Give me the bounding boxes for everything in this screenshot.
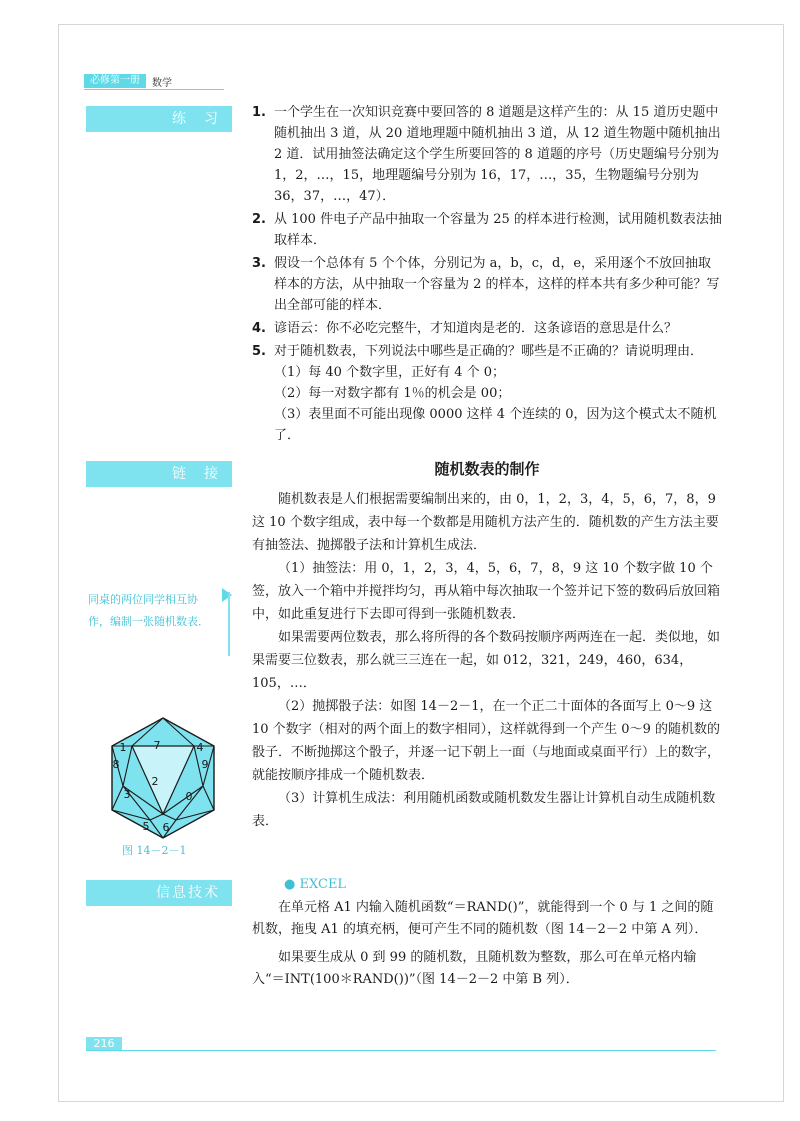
excel-heading: ● EXCEL xyxy=(284,877,347,892)
note-bracket xyxy=(220,592,230,656)
paragraph: （1）抽签法：用 0，1，2，3，4，5，6，7，8，9 这 10 个数字做 10 个签，放入一个箱中并搅拌均匀，再从箱中每次抽取一个签并记下签的数码后放回箱中，如此重复进行下去即可得到一张随机数表． xyxy=(252,561,721,622)
page-number: 216 xyxy=(86,1037,122,1051)
face-digit: 4 xyxy=(196,741,204,754)
paragraph: 在单元格 A1 内输入随机函数“＝RAND()”，就能得到一个 0 与 1 之间的随机数，拖曳 A1 的填充柄，便可产生不同的随机数（图 14－2－2 中第 A 列）． xyxy=(252,900,714,937)
face-digit: 5 xyxy=(142,820,150,833)
paragraph: 如果要生成从 0 到 99 的随机数，且随机数为整数，那么可在单元格内输入“＝INT(100＊RAND())”（图 14－2－2 中第 B 列）． xyxy=(252,950,697,987)
header-tag xyxy=(84,74,172,88)
link-title: 随机数表的制作 xyxy=(434,460,540,478)
practice-heading: 练 习 xyxy=(86,106,232,132)
face-digit: 3 xyxy=(123,788,131,801)
face-digit: 6 xyxy=(162,821,170,834)
exercise-item: 3. 假设一个总体有 5 个个体，分别记为 a，b，c，d，e，采用逐个不放回抽取样本的方法，从中抽取一个容量为 2 的样本，这样的样本共有多少种可能？写出全部可能的样本． xyxy=(252,256,720,313)
exercise-item: 2. 从 100 件电子产品中抽取一个容量为 25 的样本进行检测，试用随机数表法抽取样本． xyxy=(252,212,722,248)
header-rule xyxy=(84,89,224,90)
face-digit: 2 xyxy=(151,775,159,788)
paragraph: 如果需要两位数表，那么将所得的各个数码按顺序两两连在一起．类似地，如果需要三位数表，那么就三三连在一起，如 012，321，249，460，634，105，…． xyxy=(252,630,721,691)
icosahedron-figure xyxy=(100,716,226,840)
exercise-subitem: （1）每 40 个数字里，正好有 4 个 0； xyxy=(274,365,506,380)
paragraph: （2）抛掷骰子法：如图 14－2－1，在一个正二十面体的各面写上 0～9 这 10 个数字（相对的两个面上的数字相同），这样就得到一个产生 0～9 的随机数的骰子．不断抛掷这个骰子，并逐一记下朝上一面（与地面或桌面平行）上的数字，就能按顺序排成一个随机数表． xyxy=(252,699,721,783)
link-body xyxy=(252,488,722,833)
exercise-list xyxy=(252,102,722,446)
exercise-subitem: （3）表里面不可能出现像 0000 这样 4 个连续的 0，因为这个模式太不随机了． xyxy=(274,407,717,443)
face-digit: 8 xyxy=(112,758,120,771)
info-tech-heading: 信息技术 xyxy=(86,880,232,906)
face-digit: 0 xyxy=(185,790,193,803)
exercise-item: 1. 一个学生在一次知识竞赛中要回答的 8 道题是这样产生的：从 15 道历史题中随机抽出 3 道，从 20 道地理题中随机抽出 3 道，从 12 道生物题中随机抽出 2 道．试用抽签法确定这个学生所要回答的 8 道题的序号（历史题编号分别为 1，2，…，15，地理题编号分别为 16，17，…，35，生物题编号分别为 36，37，…，47）． xyxy=(252,105,721,204)
paragraph: 随机数表是人们根据需要编制出来的，由 0，1，2，3，4，5，6，7，8，9 这 10 个数字组成，表中每一个数都是用随机方法产生的．随机数的产生方法主要有抽签法、抛掷骰子法和计算机生成法． xyxy=(252,492,719,553)
face-digit: 7 xyxy=(153,739,161,752)
link-heading: 链 接 xyxy=(86,461,232,487)
exercise-item: 4. 谚语云：你不必吃完整牛，才知道肉是老的．这条谚语的意思是什么？ xyxy=(252,321,678,336)
exercise-subitem: （2）每一对数字都有 1％的机会是 00； xyxy=(274,386,511,401)
subject-label: 数学 xyxy=(152,77,172,89)
exercise-item: 5. 对于随机数表，下列说法中哪些是正确的？哪些是不正确的？请说明理由． xyxy=(252,344,704,359)
side-note: 同桌的两位同学相互协作，编制一张随机数表． xyxy=(88,593,209,628)
face-digit: 1 xyxy=(119,741,127,754)
book-tag: 必修第一册 xyxy=(84,74,146,88)
footer-rule xyxy=(86,1050,716,1051)
face-digit: 9 xyxy=(201,758,209,771)
excel-body xyxy=(252,897,722,991)
figure-caption: 图 14－2－1 xyxy=(122,844,187,857)
paragraph: （3）计算机生成法：利用随机函数或随机数发生器让计算机自动生成随机数表． xyxy=(252,791,716,829)
